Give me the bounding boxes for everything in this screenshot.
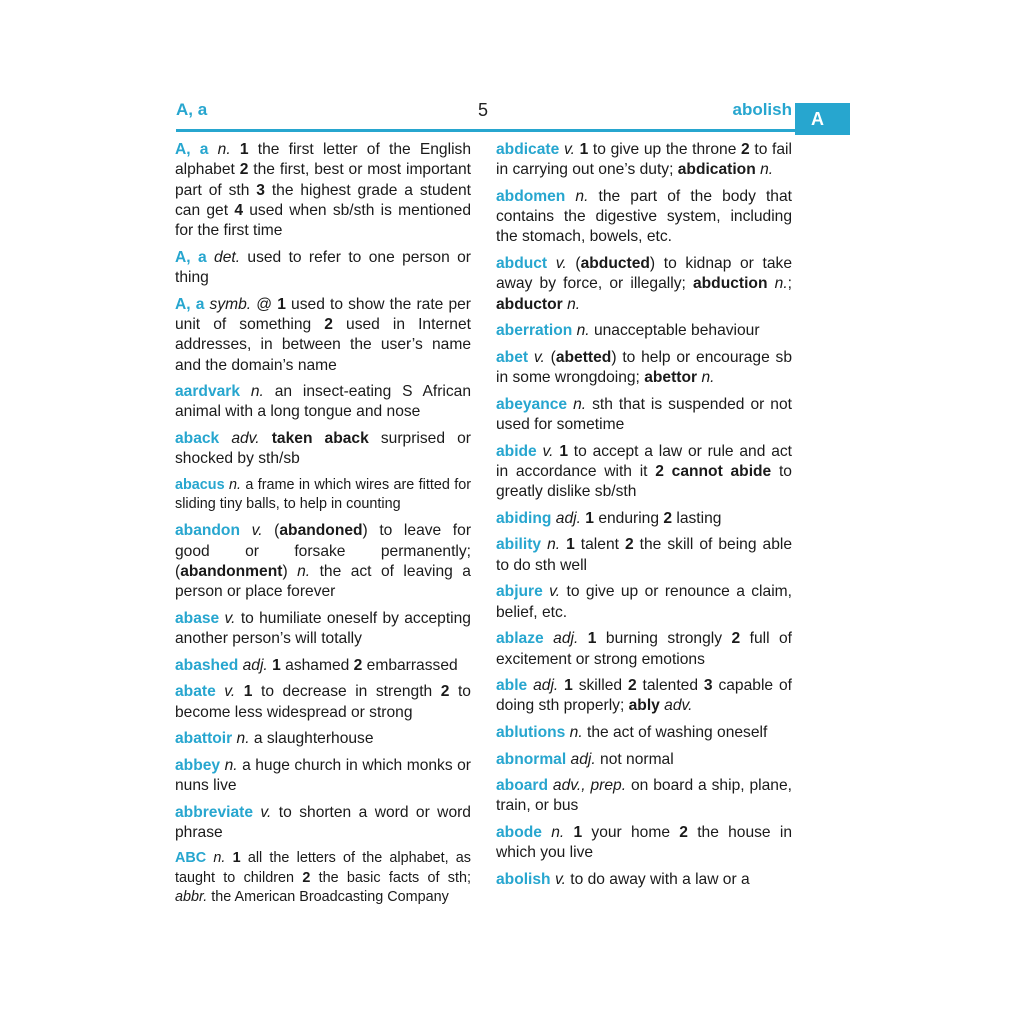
definition-text: the basic facts of sth; <box>310 869 471 886</box>
entry-aboard <box>496 776 792 817</box>
bold-text: abandoned <box>279 522 363 540</box>
bold-text: abandonment <box>180 562 283 580</box>
definition-text: the act of leaving a person or place forever <box>175 562 471 601</box>
definition-text: ) to help or encourage sb in some wrongdoing; <box>496 348 793 387</box>
entry-abashed <box>175 656 471 676</box>
bold-text: 1 <box>272 656 281 674</box>
definition-text: to fail in carrying out one’s duty; <box>496 141 792 179</box>
definition-text: lasting <box>672 509 722 527</box>
definition-text: ( <box>262 522 280 540</box>
part-of-speech: v. <box>555 255 567 273</box>
entry-abeyance <box>496 395 792 436</box>
definition-text: full of excitement or strong emotions <box>496 630 793 668</box>
definition-text: the skill of being able to do sth well <box>496 536 793 574</box>
bold-text: 1 <box>579 141 589 158</box>
entry-abate <box>175 682 471 723</box>
entry-abdicate <box>496 140 792 181</box>
bold-text: 2 <box>440 683 450 701</box>
bold-text: 2 <box>624 536 634 554</box>
bold-text: 2 <box>239 161 249 179</box>
definition-text: a slaughterhouse <box>249 730 374 748</box>
headword: abbreviate <box>175 803 254 821</box>
part-of-speech: n. <box>236 730 250 748</box>
bold-text: ably <box>628 697 660 715</box>
part-of-speech: n. <box>760 161 774 179</box>
part-of-speech: n. <box>575 187 589 205</box>
definition-text: ; <box>787 275 792 293</box>
page-number: 5 <box>478 100 489 120</box>
entry-abnormal <box>496 750 792 770</box>
headword: ABC <box>175 850 207 867</box>
bold-text: 2 <box>324 315 333 333</box>
definition-text: the American Broadcasting Company <box>207 889 449 906</box>
bold-text: 1 <box>559 442 568 460</box>
entry-abase <box>175 609 471 650</box>
headword: aardvark <box>175 383 241 401</box>
bold-text: 2 <box>627 677 637 695</box>
headword: abolish <box>496 870 551 888</box>
part-of-speech: v. <box>549 583 561 601</box>
headword: ablaze <box>496 630 544 648</box>
part-of-speech: adj. <box>553 630 579 648</box>
definition-text <box>260 430 272 447</box>
definition-text: to shorten a word or word phrase <box>175 803 471 841</box>
definition-text: burning strongly <box>596 630 732 648</box>
entry-able <box>496 676 792 717</box>
entry-abc <box>175 849 471 908</box>
entry-abattoir <box>175 729 471 749</box>
bold-text: 1 <box>585 509 594 527</box>
definition-text: an insect-eating S African animal with a long tongue and nose <box>175 383 471 421</box>
bold-text: 4 <box>234 201 243 219</box>
part-of-speech: n. <box>774 275 788 293</box>
definition-text: the first, best or most important part of sth <box>175 161 471 199</box>
part-of-speech: v. <box>554 870 566 888</box>
definition-text <box>208 141 217 158</box>
headword: abduct <box>496 255 548 273</box>
definition-text: to decrease in strength <box>252 683 441 701</box>
definition-text: unacceptable behaviour <box>589 322 760 340</box>
entry-aardvark <box>175 382 471 423</box>
definition-text <box>578 630 587 647</box>
definition-text: used in Internet addresses, in between the user’s name and the domain’s name <box>175 315 471 374</box>
entry-abandon <box>175 521 471 602</box>
headword: abattoir <box>175 730 233 748</box>
bold-text: abducted <box>580 255 650 273</box>
running-head-right: abolish <box>732 100 792 119</box>
definition-text: to greatly dislike sb/sth <box>496 462 792 501</box>
definition-text <box>544 630 553 647</box>
part-of-speech: n. <box>213 850 226 867</box>
entry-a-noun <box>175 140 471 241</box>
bold-text: abetted <box>555 348 612 366</box>
definition-text: your home <box>582 824 680 842</box>
definition-text: the highest grade a student can get <box>175 181 471 219</box>
part-of-speech: n. <box>576 322 590 340</box>
part-of-speech: v. <box>533 348 545 366</box>
bold-text: 2 <box>353 656 363 674</box>
definition-text: sth that is suspended or not used for sometime <box>496 395 792 434</box>
entry-abbreviate <box>175 803 471 844</box>
definition-text: @ <box>251 295 278 313</box>
entry-ablaze <box>496 629 792 670</box>
left-column <box>175 140 471 914</box>
headword: abdicate <box>496 141 560 158</box>
bold-text: abdication <box>677 161 756 179</box>
bold-text: 1 <box>243 683 253 701</box>
entry-aback <box>175 429 471 470</box>
part-of-speech: n. <box>224 756 238 774</box>
bold-text: 1 <box>277 295 286 313</box>
definition-text: a huge church in which monks or nuns live <box>175 756 471 794</box>
definition-text: capable of doing sth properly; <box>496 677 792 715</box>
part-of-speech: v. <box>251 522 263 540</box>
headword: able <box>496 677 528 695</box>
bold-text: 3 <box>256 181 265 199</box>
part-of-speech: abbr. <box>175 889 208 906</box>
definition-text <box>542 824 551 841</box>
entry-abet <box>496 348 792 389</box>
definition-text: to become less widespread or strong <box>175 683 471 721</box>
definition-text <box>231 141 240 158</box>
definition-text: on board a ship, plane, train, or bus <box>496 777 792 815</box>
definition-text: used to show the rate per unit of something <box>175 295 471 333</box>
headword: abeyance <box>496 395 568 413</box>
headword: abet <box>496 348 529 366</box>
entry-abolish <box>496 870 792 890</box>
headword: abate <box>175 683 216 701</box>
definition-text <box>565 188 575 205</box>
bold-text: 2 <box>663 509 673 527</box>
bold-text: taken aback <box>271 430 369 448</box>
entry-abacus <box>175 476 471 515</box>
headword: aberration <box>496 322 573 340</box>
entry-abjure <box>496 582 792 623</box>
definition-text <box>240 522 252 539</box>
definition-text: to humiliate oneself by accepting another person’s will totally <box>175 609 471 648</box>
definition-text: the first letter of the English alphabet <box>175 141 471 179</box>
part-of-speech: n. <box>567 295 581 313</box>
definition-text: used to refer to one person or thing <box>175 248 472 287</box>
definition-text: all the letters of the alphabet, as taught to children <box>175 850 472 886</box>
part-of-speech: adv. <box>664 697 693 715</box>
definition-text: skilled <box>572 677 628 695</box>
entry-a-det <box>175 248 471 289</box>
bold-text: cannot abide <box>671 462 772 480</box>
headword: abacus <box>175 476 225 493</box>
definition-text: talented <box>636 677 704 695</box>
part-of-speech: adj. <box>570 750 596 768</box>
definition-text: talent <box>574 536 625 554</box>
part-of-speech: v. <box>542 442 554 460</box>
entry-abiding <box>496 509 792 529</box>
headword: abbey <box>175 756 221 774</box>
definition-text: not normal <box>595 750 674 768</box>
entry-abbey <box>175 756 471 797</box>
definition-text: to do away with a law or a <box>565 870 750 888</box>
part-of-speech: symb. <box>209 295 252 313</box>
part-of-speech: n. <box>297 562 311 580</box>
headword: ability <box>496 536 542 554</box>
definition-text <box>219 430 231 447</box>
definition-text: ( <box>544 348 556 366</box>
headword: abnormal <box>496 750 567 768</box>
part-of-speech: n. <box>217 141 231 158</box>
bold-text: 1 <box>566 536 575 554</box>
part-of-speech: n. <box>228 476 241 493</box>
header-rule <box>176 129 795 132</box>
right-column <box>496 140 792 897</box>
definition-text: ashamed <box>280 656 354 674</box>
definition-text: to accept a law or rule and act in accordance with it <box>496 442 792 480</box>
headword: abase <box>175 609 220 627</box>
definition-text <box>664 463 672 480</box>
definition-text <box>216 683 225 700</box>
headword: A, a <box>175 141 209 158</box>
part-of-speech: adj. <box>533 677 559 695</box>
part-of-speech: v. <box>260 803 272 821</box>
headword: A, a <box>175 248 207 266</box>
definition-text: used when sb/sth is mentioned for the first time <box>175 201 471 240</box>
headword: abashed <box>175 656 239 674</box>
definition-text: ) to leave for good or forsake permanently; ( <box>175 522 472 580</box>
part-of-speech: n. <box>569 723 583 741</box>
headword: A, a <box>175 295 205 313</box>
running-head-left: A, a <box>176 100 208 119</box>
part-of-speech: n. <box>250 383 264 401</box>
part-of-speech: det. <box>214 248 241 266</box>
bold-text: 2 <box>741 141 750 158</box>
definition-text <box>547 255 556 272</box>
entry-abide <box>496 442 792 503</box>
entry-ability <box>496 535 792 576</box>
entry-aberration <box>496 321 792 341</box>
bold-text: 2 <box>302 869 311 886</box>
definition-text <box>225 850 232 866</box>
entry-abode <box>496 823 792 864</box>
definition-text <box>207 249 214 266</box>
bold-text: abduction <box>692 275 768 293</box>
bold-text: 2 <box>731 630 741 648</box>
part-of-speech: adv., prep. <box>552 777 627 795</box>
definition-text: to give up or renounce a claim, belief, etc. <box>496 583 792 621</box>
definition-text: ( <box>566 255 581 273</box>
part-of-speech: adj. <box>242 656 268 674</box>
headword: abdomen <box>496 187 566 205</box>
part-of-speech: adj. <box>555 509 581 527</box>
bold-text: abettor <box>644 369 698 387</box>
bold-text: 1 <box>587 630 597 648</box>
bold-text: 3 <box>703 677 713 695</box>
headword: abide <box>496 442 537 460</box>
part-of-speech: n. <box>573 395 587 413</box>
headword: abode <box>496 824 542 842</box>
bold-text: 2 <box>655 462 664 480</box>
part-of-speech: v. <box>224 683 236 701</box>
definition-text: the part of the body that contains the digestive system, including the stomach, bowels, etc. <box>496 187 792 246</box>
headword: abjure <box>496 583 543 601</box>
bold-text: 1 <box>239 141 249 158</box>
definition-text <box>235 683 244 700</box>
bold-text: 1 <box>573 824 583 842</box>
part-of-speech: n. <box>547 536 561 554</box>
definition-text: the house in which you live <box>496 824 792 862</box>
definition-text: enduring <box>593 509 664 527</box>
bold-text: 2 <box>679 824 688 842</box>
letter-thumb-tab: A <box>795 103 850 135</box>
definition-text: surprised or shocked by sth/sb <box>175 430 471 468</box>
headword: aboard <box>496 777 548 795</box>
headword: aback <box>175 430 220 448</box>
part-of-speech: v. <box>563 141 575 158</box>
part-of-speech: n. <box>701 369 715 387</box>
definition-text: ) <box>282 562 298 580</box>
definition-text: embarrassed <box>362 656 458 674</box>
headword: abiding <box>496 509 552 527</box>
definition-text: a frame in which wires are fitted for sliding tiny balls, to help in counting <box>175 476 471 513</box>
part-of-speech: adv. <box>231 430 260 448</box>
part-of-speech: n. <box>551 824 565 842</box>
definition-text <box>240 383 251 400</box>
headword: ablutions <box>496 723 566 741</box>
bold-text: abductor <box>496 295 563 313</box>
definition-text: ) to kidnap or take away by force, or illegally; <box>496 255 792 293</box>
headword: abandon <box>175 522 240 540</box>
definition-text: the act of washing oneself <box>582 723 768 741</box>
definition-text <box>767 275 774 292</box>
bold-text: 1 <box>232 850 241 867</box>
entry-a-symb <box>175 295 471 376</box>
entry-abdomen <box>496 187 792 248</box>
bold-text: 1 <box>564 677 573 695</box>
entry-abduct <box>496 254 792 315</box>
definition-text: to give up the throne <box>588 141 742 158</box>
entry-ablutions <box>496 723 792 743</box>
part-of-speech: v. <box>224 609 236 627</box>
